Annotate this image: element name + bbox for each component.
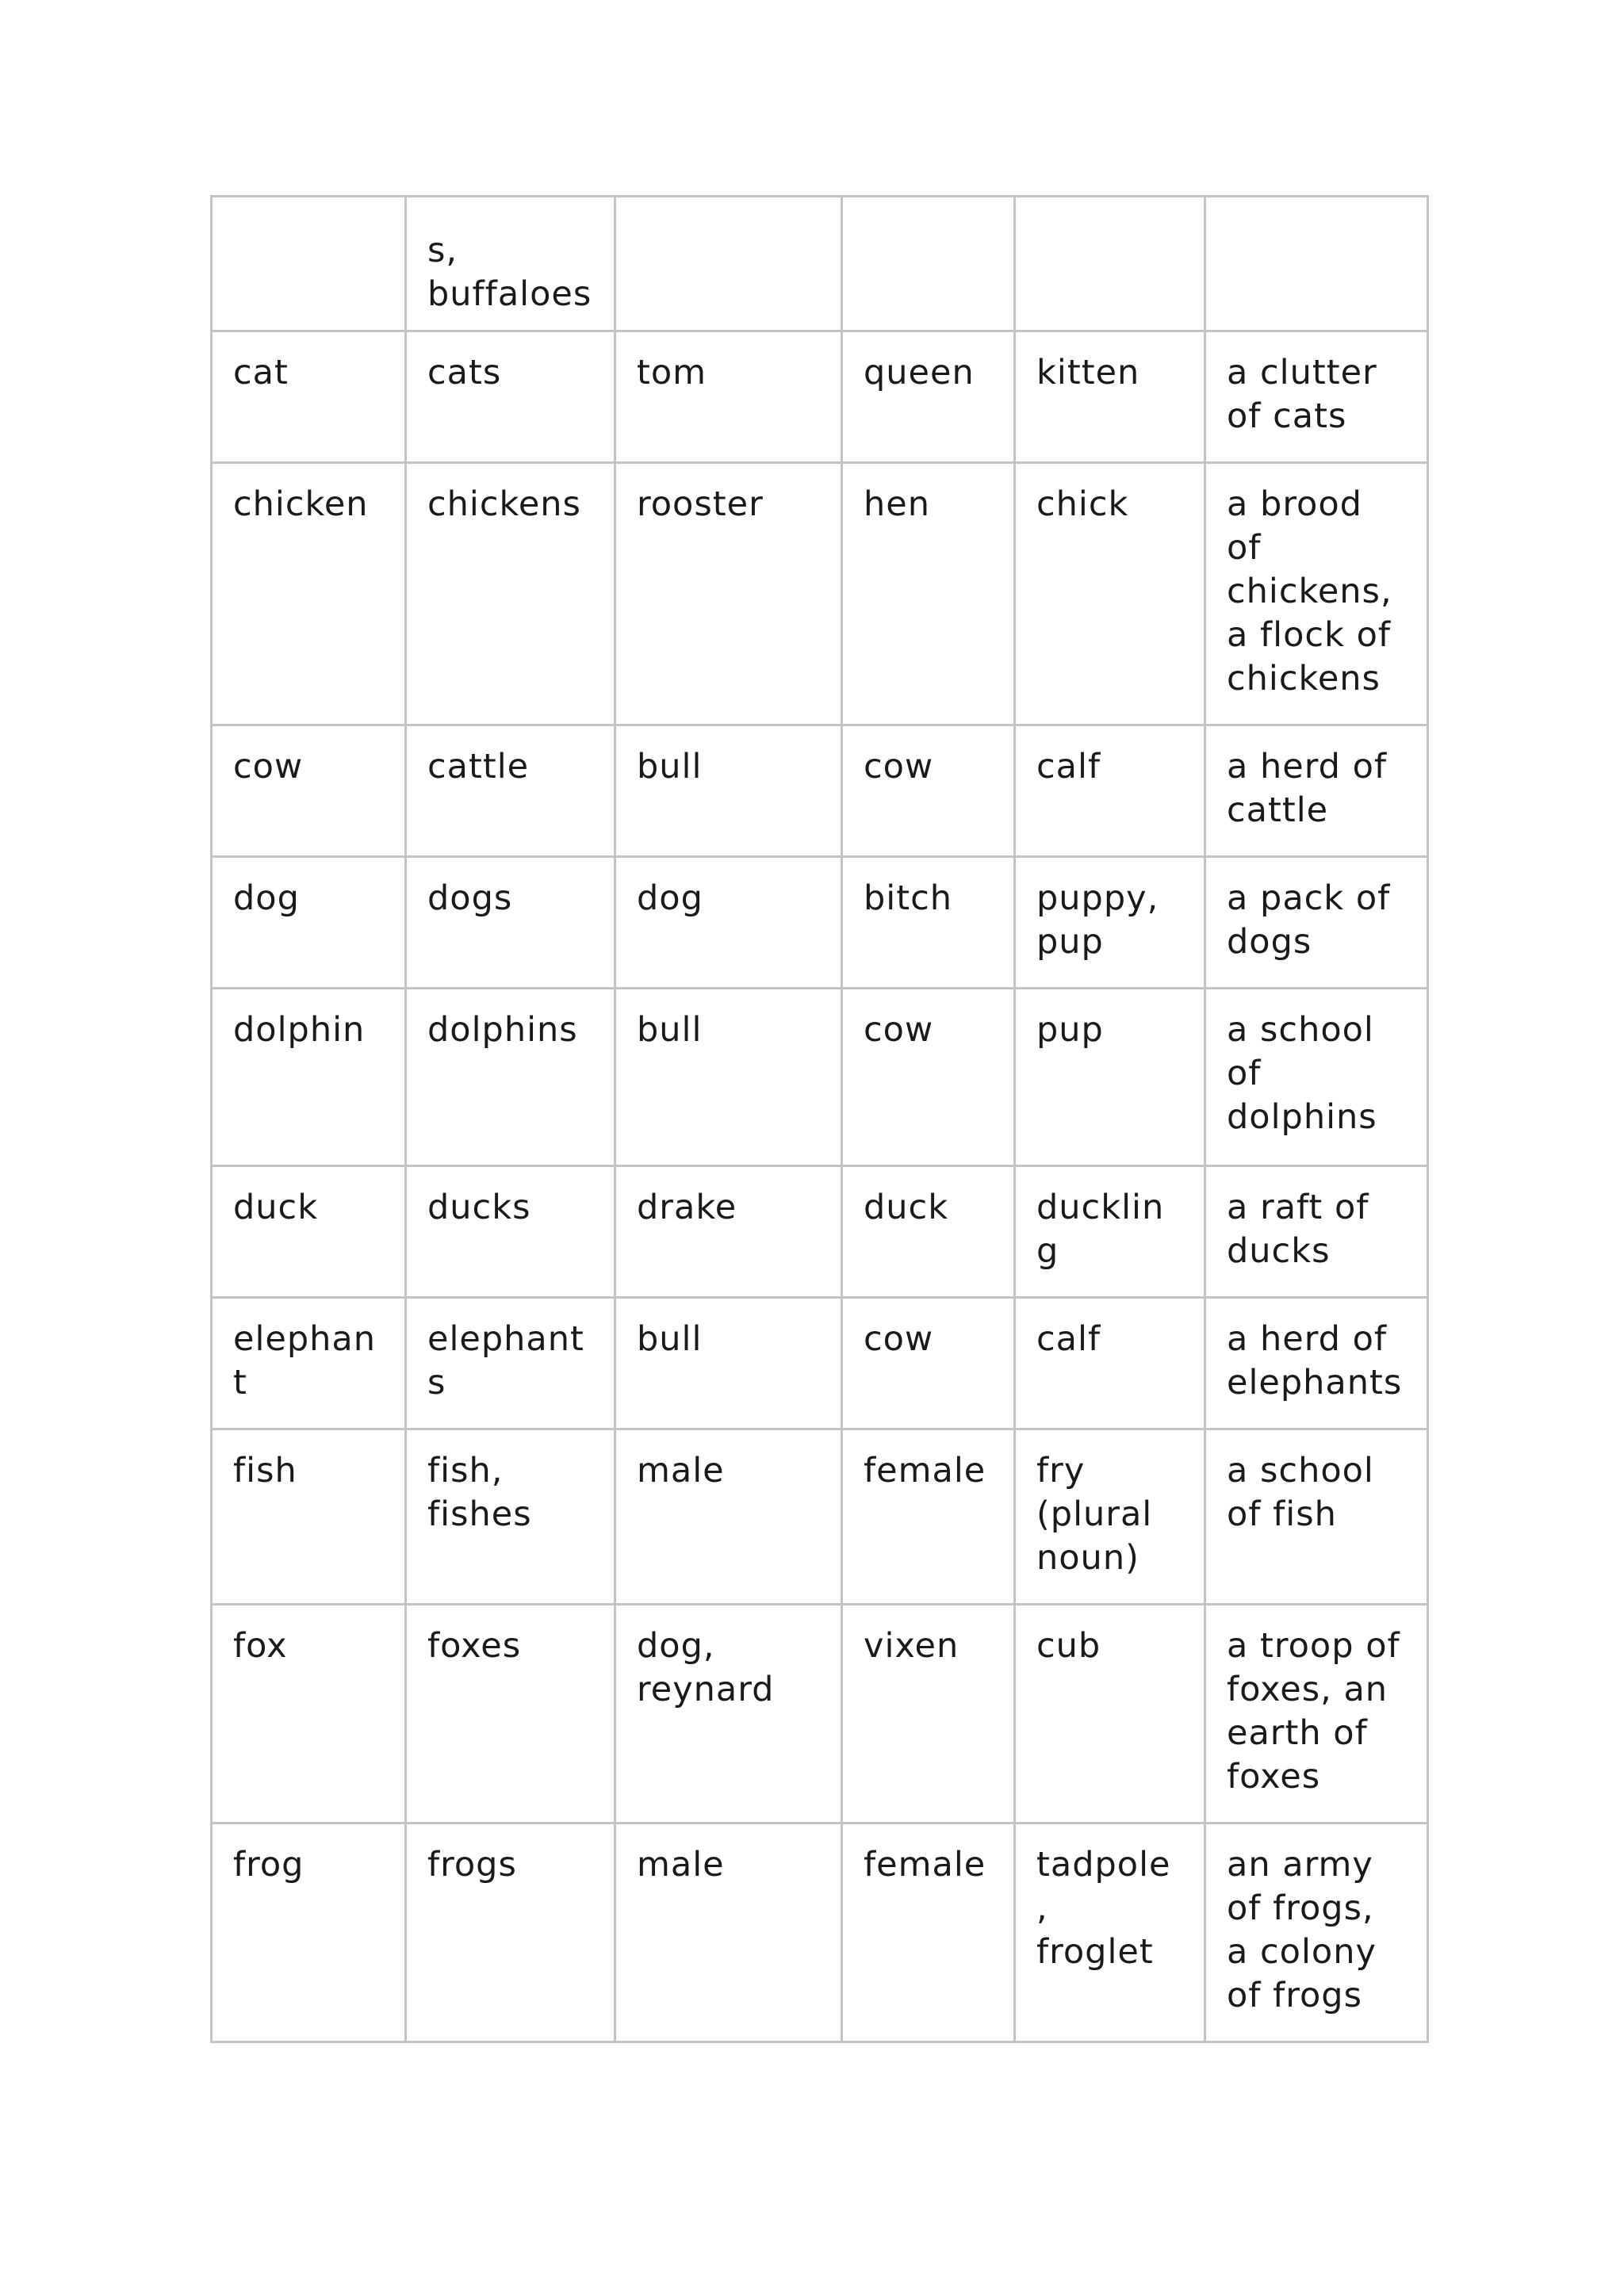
animal-names-table	[210, 195, 1429, 2043]
table-cell: vixen	[842, 1605, 1015, 1823]
table-row	[212, 989, 1428, 1166]
table-cell: elephant s	[406, 1298, 615, 1429]
table-cell: dolphin	[212, 989, 406, 1166]
table-cell: calf	[1015, 1298, 1205, 1429]
table-cell: kitten	[1015, 331, 1205, 463]
table-cell: rooster	[615, 463, 842, 725]
table-cell: tadpole , froglet	[1015, 1823, 1205, 2042]
table-cell: dog	[615, 857, 842, 989]
table-cell: ducks	[406, 1166, 615, 1298]
table-cell: bull	[615, 989, 842, 1166]
table-cell: bitch	[842, 857, 1015, 989]
table-cell: dogs	[406, 857, 615, 989]
table-cell: chick	[1015, 463, 1205, 725]
table-cell: foxes	[406, 1605, 615, 1823]
table-cell: pup	[1015, 989, 1205, 1166]
table-cell: a brood of chickens, a flock of chickens	[1205, 463, 1428, 725]
table-cell: cow	[842, 725, 1015, 857]
table-cell: ducklin g	[1015, 1166, 1205, 1298]
table-cell: s, buffaloes	[406, 197, 615, 331]
table-cell: a school of fish	[1205, 1429, 1428, 1605]
table-cell: tom	[615, 331, 842, 463]
table-cell: calf	[1015, 725, 1205, 857]
table-cell: cat	[212, 331, 406, 463]
table-cell	[1205, 197, 1428, 331]
table-cell: a raft of ducks	[1205, 1166, 1428, 1298]
table-cell: fox	[212, 1605, 406, 1823]
table-cell: hen	[842, 463, 1015, 725]
table-row	[212, 1605, 1428, 1823]
table-cell: cattle	[406, 725, 615, 857]
table-cell: fish, fishes	[406, 1429, 615, 1605]
table-cell: cats	[406, 331, 615, 463]
table-cell: frogs	[406, 1823, 615, 2042]
table-cell: duck	[212, 1166, 406, 1298]
table-cell: bull	[615, 725, 842, 857]
table-cell: an army of frogs, a colony of frogs	[1205, 1823, 1428, 2042]
table-cell: a pack of dogs	[1205, 857, 1428, 989]
table-cell: cow	[842, 989, 1015, 1166]
table-cell: drake	[615, 1166, 842, 1298]
table-cell: dog, reynard	[615, 1605, 842, 1823]
table-cell: puppy, pup	[1015, 857, 1205, 989]
table-cell: a clutter of cats	[1205, 331, 1428, 463]
table-row	[212, 1823, 1428, 2042]
table-row	[212, 463, 1428, 725]
table-cell: male	[615, 1429, 842, 1605]
table-row	[212, 1429, 1428, 1605]
table-cell	[1015, 197, 1205, 331]
table-cell: chicken	[212, 463, 406, 725]
table-cell: cub	[1015, 1605, 1205, 1823]
table-cell: bull	[615, 1298, 842, 1429]
table-cell: dolphins	[406, 989, 615, 1166]
table-cell: female	[842, 1823, 1015, 2042]
table-cell: a school of dolphins	[1205, 989, 1428, 1166]
table-cell: fish	[212, 1429, 406, 1605]
table-cell: frog	[212, 1823, 406, 2042]
table-row	[212, 331, 1428, 463]
table-cell: elephan t	[212, 1298, 406, 1429]
table-row	[212, 1166, 1428, 1298]
table-cell	[212, 197, 406, 331]
table-row	[212, 197, 1428, 331]
table-cell	[615, 197, 842, 331]
table-cell: queen	[842, 331, 1015, 463]
table-cell: duck	[842, 1166, 1015, 1298]
table-cell: a herd of elephants	[1205, 1298, 1428, 1429]
table-cell	[842, 197, 1015, 331]
table-cell: a troop of foxes, an earth of foxes	[1205, 1605, 1428, 1823]
table-row	[212, 725, 1428, 857]
table-cell: a herd of cattle	[1205, 725, 1428, 857]
table-row	[212, 857, 1428, 989]
table-cell: female	[842, 1429, 1015, 1605]
table-row	[212, 1298, 1428, 1429]
table-cell: cow	[212, 725, 406, 857]
table-cell: male	[615, 1823, 842, 2042]
table-cell: fry (plural noun)	[1015, 1429, 1205, 1605]
table-cell: dog	[212, 857, 406, 989]
table-cell: cow	[842, 1298, 1015, 1429]
table-cell: chickens	[406, 463, 615, 725]
